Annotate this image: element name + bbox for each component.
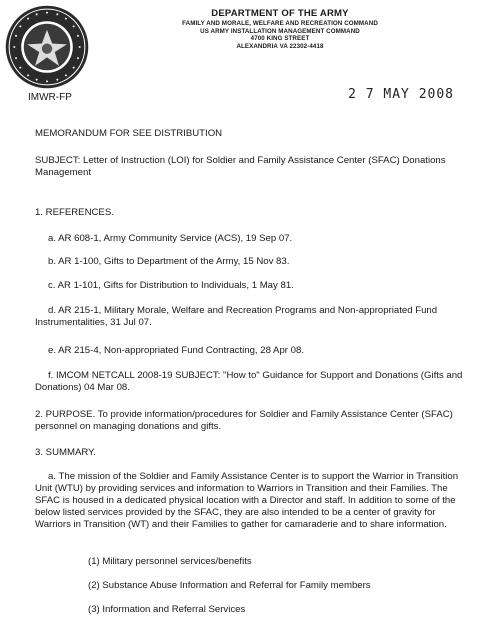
department-of-defense-seal-icon xyxy=(4,4,90,90)
letterhead-line: US ARMY INSTALLATION MANAGEMENT COMMAND xyxy=(200,27,360,35)
letterhead-line: 4700 KING STREET xyxy=(250,35,310,43)
letterhead-title: DEPARTMENT OF THE ARMY xyxy=(211,8,349,19)
letterhead-line: FAMILY AND MORALE, WELFARE AND RECREATION COMMAND xyxy=(182,20,378,28)
service-item: (2) Substance Abuse Information and Referral for Family members xyxy=(88,580,371,591)
references-heading: 1. REFERENCES. xyxy=(35,207,114,218)
reference-item: d. AR 215-1, Military Morale, Welfare and Recreation Programs and Non-appropriated Fund Instrumentalities, 31 Jul 07. xyxy=(35,305,438,328)
subject-line: SUBJECT: Letter of Instruction (LOI) for Soldier and Family Assistance Center (SFAC) Donations Management xyxy=(35,155,446,178)
reference-item: a. AR 608-1, Army Community Service (ACS), 19 Sep 07. xyxy=(48,233,293,244)
letterhead xyxy=(120,8,440,50)
reference-item: f. IMCOM NETCALL 2008-19 SUBJECT: "How to" Guidance for Support and Donations (Gifts and Donations) 04 Mar 08. xyxy=(35,370,463,393)
summary-paragraph-a: a. The mission of the Soldier and Family Assistance Center is to support the Warrior in Transition Unit (WTU) by providing services and information to Warriors in Transition and their Families. The SFAC is housed in a dedicated physical location with a Director and staff. In addition to some of the below listed services provided by the SFAC, they are also intended to be a center of gravity for Warriors in Transition (WT) and their Families to gather for camaraderie and to share information. xyxy=(35,471,459,530)
service-item: (1) Military personnel services/benefits xyxy=(88,556,252,567)
memo-for-line: MEMORANDUM FOR SEE DISTRIBUTION xyxy=(35,128,223,139)
summary-heading: 3. SUMMARY. xyxy=(35,447,96,458)
memo-date-stamp: 2 7 MAY 2008 xyxy=(348,87,454,102)
reference-item: b. AR 1-100, Gifts to Department of the Army, 15 Nov 83. xyxy=(48,256,290,267)
reference-item: e. AR 215-4, Non-appropriated Fund Contracting, 28 Apr 08. xyxy=(48,345,304,356)
letterhead-line: ALEXANDRIA VA 22302-4418 xyxy=(236,42,324,50)
purpose-paragraph: 2. PURPOSE. To provide information/procedures for Soldier and Family Assistance Center (SFAC) personnel on managing donations and gifts. xyxy=(35,409,453,432)
service-item: (3) Information and Referral Services xyxy=(88,604,246,615)
reference-item: c. AR 1-101, Gifts for Distribution to Individuals, 1 May 81. xyxy=(48,280,294,291)
office-symbol: IMWR-FP xyxy=(28,92,72,103)
